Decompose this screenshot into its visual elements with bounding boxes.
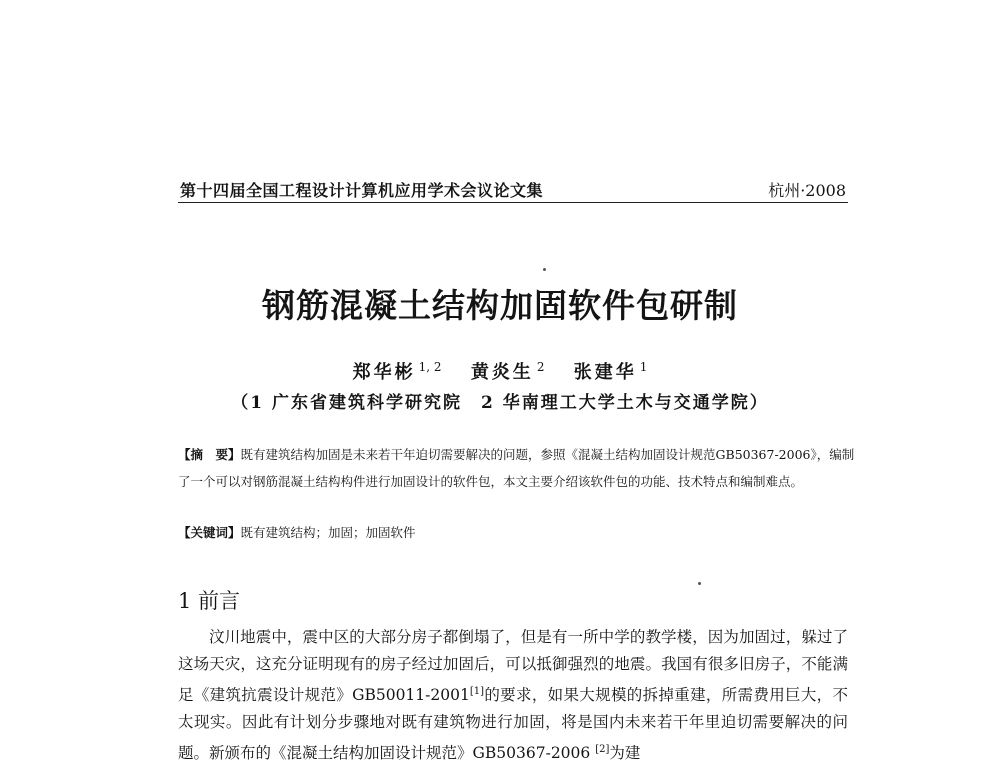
scan-speck	[698, 582, 701, 585]
running-header	[178, 176, 848, 203]
paragraph	[178, 624, 848, 767]
section-heading: 1 前言	[178, 589, 241, 613]
paragraph-text: 的要求，如果大规模的拆掉重建，所需费用巨大，不太现实。因此有计划分步骤地对既有建筑物进行加固，将是国内未来若干年里迫切需要解决的问题。新颁布的《混凝土结构加固设计规范》GB50367-2006	[178, 686, 848, 763]
citation-ref: [2]	[595, 744, 610, 756]
author-affiliation-mark: 1, 2	[418, 360, 442, 374]
author	[574, 358, 648, 384]
author-name: 张建华	[573, 362, 637, 383]
paragraph-text: 为建	[609, 744, 641, 763]
affiliations: （1 广东省建筑科学研究院 2 华南理工大学土木与交通学院）	[231, 393, 769, 413]
keywords	[178, 520, 858, 546]
paper-title: 钢筋混凝土结构加固软件包研制	[262, 286, 738, 325]
abstract-label: 【摘 要】	[178, 447, 241, 462]
location-year: 杭州·2008	[768, 181, 846, 200]
author-list	[0, 358, 1000, 384]
section-body	[178, 624, 848, 767]
author	[353, 358, 442, 384]
scan-speck	[543, 268, 546, 271]
author-name: 郑华彬	[352, 362, 416, 383]
abstract-text: 既有建筑结构加固是未来若干年迫切需要解决的问题，参照《混凝土结构加固设计规范GB50367-2006》，编制了一个可以对钢筋混凝土结构构件进行加固设计的软件包，本文主要介绍该软件包的功能、技术特点和编制难点。	[178, 447, 855, 489]
author	[471, 358, 545, 384]
proceedings-title: 第十四届全国工程设计计算机应用学术会议论文集	[180, 181, 544, 200]
citation-ref: [1]	[469, 686, 485, 697]
paragraph-text: 汶川地震中，震中区的大部分房子都倒塌了，但是有一所中学的教学楼，因为加固过，躲过了这场天灾，这充分证明现有的房子经过加固后，可以抵御强烈的地震。我国有很多旧房子，不能满足《建筑抗震设计规范》GB50011-2001	[178, 628, 848, 705]
author-affiliation-mark: 2	[536, 360, 545, 374]
author-affiliation-mark: 1	[639, 360, 648, 374]
keywords-label: 【关键词】	[178, 525, 241, 540]
abstract	[178, 441, 858, 495]
keywords-text: 既有建筑结构；加固；加固软件	[240, 525, 416, 540]
author-name: 黄炎生	[470, 362, 534, 383]
